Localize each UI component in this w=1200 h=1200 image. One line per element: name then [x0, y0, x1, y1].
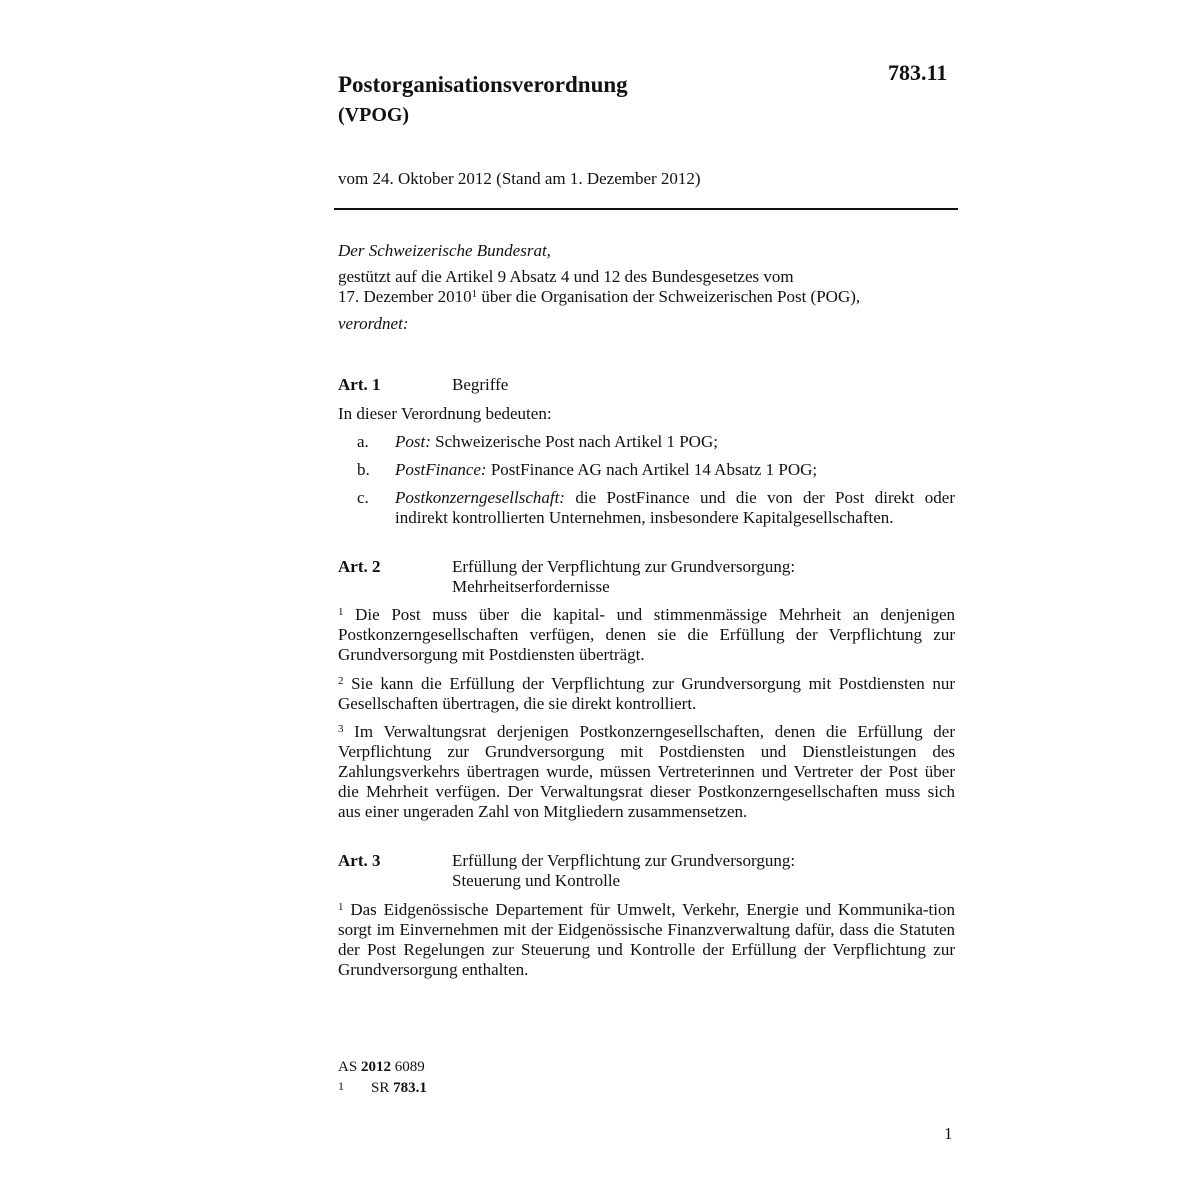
art1-number: Art. 1	[338, 375, 381, 394]
paragraph-number: 2	[338, 675, 344, 687]
footnote-ref[interactable]: 1	[471, 288, 478, 300]
paragraph-text: Im Verwaltungsrat derjenigen Postkonzerngesellschaften, denen die Erfüllung der Verpflichtung zur Grundversorgung mit Postdiensten und Dienstleistungen des Zahlungsverkehrs übertragen wurde, müssen Vertreterinnen und Vertreter der Post über die Mehrheit verfügen. Der Verwaltungsrat dieser Postkonzerngesellschaften muss sich aus einer ungeraden Zahl von Mitgliedern zusammensetzen.	[338, 722, 955, 821]
as-year: 2012	[360, 1059, 391, 1075]
preamble-basis-line1: gestützt auf die Artikel 9 Absatz 4 und 12 des Bundesgesetzes vom	[338, 267, 794, 286]
art1-item-a	[395, 432, 957, 452]
art3-title-line2: Steuerung und Kontrolle	[452, 871, 621, 890]
art1-title: Begriffe	[452, 375, 509, 394]
art3-title-line1: Erfüllung der Verpflichtung zur Grundversorgung:	[452, 851, 796, 870]
art1-item-a-letter: a.	[357, 432, 369, 451]
art2-paragraph-2	[338, 674, 955, 714]
preamble-basis-rest: über die Organisation der Schweizerischen Post (POG),	[477, 287, 861, 306]
footnote-text	[371, 1080, 427, 1097]
art1-item-c	[395, 488, 955, 528]
art2-title	[452, 557, 795, 597]
art3-paragraph-1	[338, 900, 955, 980]
document-title: Postorganisationsverordnung	[338, 72, 628, 97]
as-page: 6089	[390, 1059, 425, 1075]
preamble-authority: Der Schweizerische Bundesrat,	[338, 241, 551, 260]
footnote-prefix: SR	[371, 1080, 394, 1096]
art1-item-b-text: PostFinance AG nach Artikel 14 Absatz 1 POG;	[486, 460, 818, 479]
art2-title-line1: Erfüllung der Verpflichtung zur Grundversorgung:	[452, 557, 796, 576]
art2-paragraph-3	[338, 722, 955, 822]
official-compilation-ref	[338, 1059, 425, 1076]
as-prefix: AS	[338, 1059, 361, 1075]
paragraph-number: 1	[338, 901, 344, 913]
art3-title	[452, 851, 795, 891]
preamble-basis-date: 17. Dezember 2010	[338, 287, 472, 306]
date-line: vom 24. Oktober 2012 (Stand am 1. Dezember 2012)	[338, 169, 701, 188]
art1-item-b	[395, 460, 957, 480]
art1-item-c-text: die PostFinance und die von der Post direkt oder indirekt kontrollierten Unternehmen, insbesondere Kapitalgesellschaften.	[395, 488, 955, 527]
paragraph-number: 3	[338, 723, 344, 735]
art1-item-b-letter: b.	[357, 460, 370, 479]
preamble-basis-line2	[338, 287, 860, 307]
art1-item-b-term: PostFinance:	[395, 460, 487, 479]
sr-number: 783.11	[888, 60, 948, 85]
art2-paragraph-1	[338, 605, 955, 665]
art1-item-c-term: Postkonzerngesellschaft:	[395, 488, 565, 507]
art2-number: Art. 2	[338, 557, 381, 576]
page-number: 1	[944, 1124, 953, 1143]
paragraph-number: 1	[338, 606, 344, 618]
art3-number: Art. 3	[338, 851, 381, 870]
footnote-sr-ref[interactable]: 783.1	[393, 1080, 427, 1096]
art1-intro: In dieser Verordnung bedeuten:	[338, 404, 552, 423]
paragraph-text: Die Post muss über die kapital- und stimmenmässige Mehrheit an denjenigen Postkonzerngesellschaften verfügen, denen sie die Erfüllung der Verpflichtung zur Grundversorgung mit Postdiensten überträgt.	[338, 605, 955, 664]
preamble-decree: verordnet:	[338, 314, 409, 333]
art1-item-a-text: Schweizerische Post nach Artikel 1 POG;	[430, 432, 718, 451]
art1-item-a-term: Post:	[395, 432, 431, 451]
paragraph-text: Das Eidgenössische Departement für Umwelt, Verkehr, Energie und Kommunika-tion sorgt im Einvernehmen mit der Eidgenössische Finanzverwaltung dafür, dass die Statuten der Post Regelungen zur Steuerung und Kontrolle der Erfüllung der Verpflichtung zur Grundversorgung enthalten.	[338, 900, 955, 979]
header-divider	[334, 208, 958, 210]
document-abbreviation: (VPOG)	[338, 104, 410, 126]
art2-title-line2: Mehrheitserfordernisse	[452, 577, 610, 596]
footnote-number: 1	[338, 1079, 344, 1093]
paragraph-text: Sie kann die Erfüllung der Verpflichtung zur Grundversorgung mit Postdiensten nur Gesellschaften übertragen, die sie direkt kontrolliert.	[338, 674, 955, 713]
art1-item-c-letter: c.	[357, 488, 369, 507]
